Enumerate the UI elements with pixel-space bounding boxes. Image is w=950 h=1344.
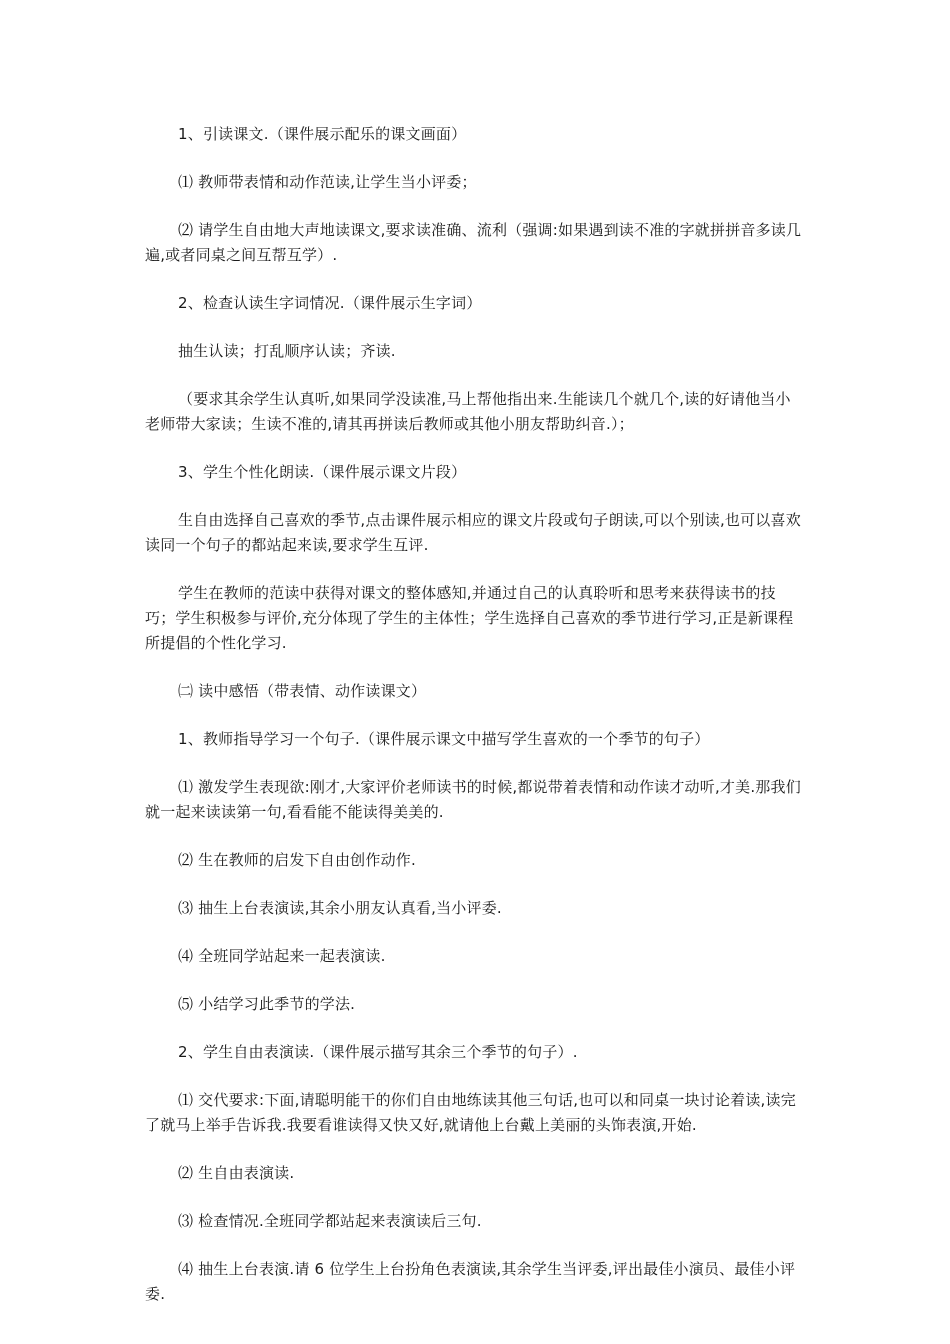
paragraph-12: ⑴ 激发学生表现欲:刚才,大家评价老师读书的时候,都说带着表情和动作读才动听,才美.那我们就一起来读读第一句,看看能不能读得美美的. xyxy=(145,778,801,821)
paragraph-19: ⑵ 生自由表演读. xyxy=(178,1164,295,1182)
paragraph-14: ⑶ 抽生上台表演读,其余小朋友认真看,当小评委. xyxy=(178,899,502,917)
paragraph-9: 学生在教师的范读中获得对课文的整体感知,并通过自己的认真聆听和思考来获得读书的技巧；学生积极参与评价,充分体现了学生的主体性；学生选择自己喜欢的季节进行学习,正是新课程所提倡的个性化学习. xyxy=(145,584,794,652)
paragraph-11: 1、教师指导学习一个句子.（课件展示课文中描写学生喜欢的一个季节的句子） xyxy=(178,730,710,748)
paragraph-2: ⑴ 教师带表情和动作范读,让学生当小评委； xyxy=(178,173,477,191)
paragraph-5: 抽生认读；打乱顺序认读；齐读. xyxy=(178,342,396,360)
paragraph-18: ⑴ 交代要求:下面,请聪明能干的你们自由地练读其他三句话,也可以和同桌一块讨论着读,读完了就马上举手告诉我.我要看谁读得又快又好,就请他上台戴上美丽的头饰表演,开始. xyxy=(145,1091,796,1134)
paragraph-10: ㈡ 读中感悟（带表情、动作读课文） xyxy=(178,682,427,700)
paragraph-6: （要求其余学生认真听,如果同学没读准,马上帮他指出来.生能读几个就几个,读的好请他当小老师带大家读；生读不准的,请其再拼读后教师或其他小朋友帮助纠音.）； xyxy=(145,390,791,433)
paragraph-3: ⑵ 请学生自由地大声地读课文,要求读准确、流利（强调:如果遇到读不准的字就拼拼音多读几遍,或者同桌之间互帮互学）. xyxy=(145,221,802,264)
paragraph-16: ⑸ 小结学习此季节的学法. xyxy=(178,995,356,1013)
paragraph-13: ⑵ 生在教师的启发下自由创作动作. xyxy=(178,851,416,869)
paragraph-7: 3、学生个性化朗读.（课件展示课文片段） xyxy=(178,463,467,481)
paragraph-17: 2、学生自由表演读.（课件展示描写其余三个季节的句子）. xyxy=(178,1043,578,1061)
document-body xyxy=(145,122,805,1330)
paragraph-1: 1、引读课文.（课件展示配乐的课文画面） xyxy=(178,125,467,143)
paragraph-20: ⑶ 检查情况.全班同学都站起来表演读后三句. xyxy=(178,1212,482,1230)
paragraph-15: ⑷ 全班同学站起来一起表演读. xyxy=(178,947,386,965)
paragraph-21: ⑷ 抽生上台表演.请 6 位学生上台扮角色表演读,其余学生当评委,评出最佳小演员、最佳小评委. xyxy=(145,1260,796,1303)
paragraph-8: 生自由选择自己喜欢的季节,点击课件展示相应的课文片段或句子朗读,可以个别读,也可以喜欢读同一个句子的都站起来读,要求学生互评. xyxy=(145,511,801,554)
paragraph-4: 2、检查认读生字词情况.（课件展示生字词） xyxy=(178,294,482,312)
